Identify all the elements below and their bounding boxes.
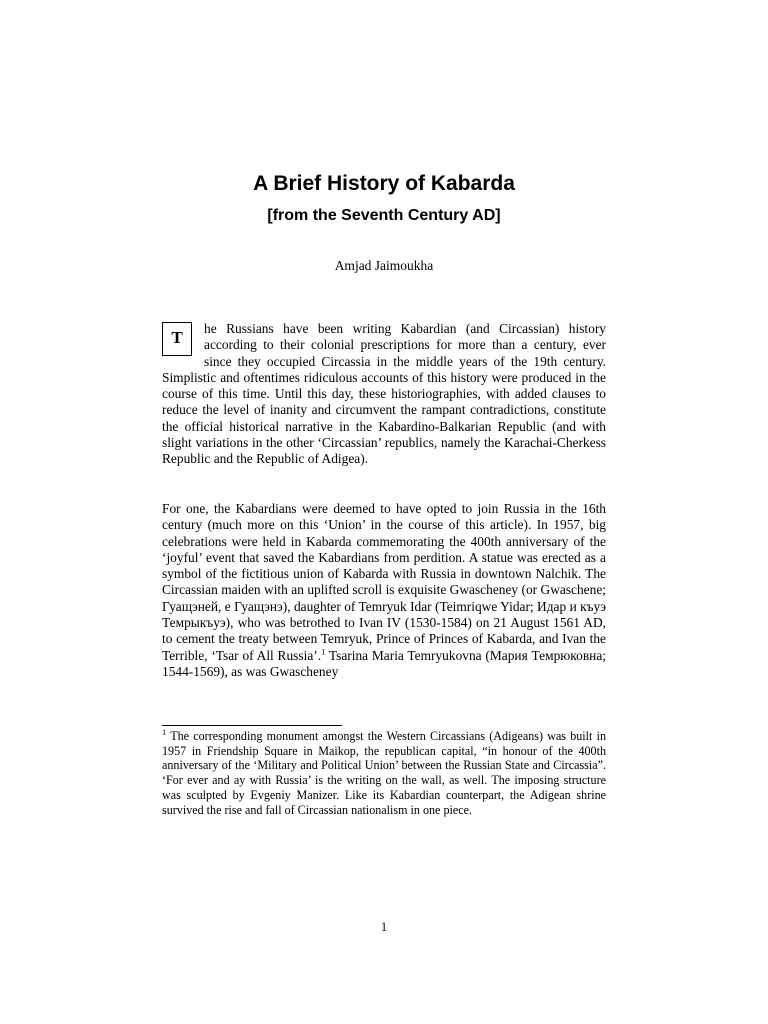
footnote-reference: 1	[321, 646, 326, 657]
document-title: A Brief History of Kabarda	[253, 172, 515, 195]
paragraph-2-text-b: Tsarina Maria Temryukovna (Мария Темрюковна; 1544-1569), as was Gwascheney	[162, 647, 606, 679]
paragraph-1	[162, 321, 606, 468]
paragraph-2-text-a: For one, the Kabardians were deemed to have opted to join Russia in the 16th century (much more on this ‘Union’ in the course of this article). In 1957, big celebrations were held in Kabarda commemorating the 400th anniversary of the ‘joyful’ event that saved the Kabardians from perdition. A statue was erected as a symbol of the fictitious union of Kabarda with Russia in downtown Nalchik. The Circassian maiden with an uplifted scroll is exquisite Gwascheney (or Gwaschene; Гуащэней, е Гуащэнэ), daughter of Temryuk Idar (Teimriqwe Yidar; Идар и къуэ Темрыкъуэ), who was betrothed to Ivan IV (1530-1584) on 21 August 1561 AD, to cement the treaty between Temryuk, Prince of Princes of Kabarda, and Ivan the Terrible, ‘Tsar of All Russia’.	[162, 501, 606, 663]
paragraph-2	[162, 501, 606, 680]
author-name: Amjad Jaimoukha	[334, 258, 434, 273]
footnote	[162, 726, 606, 817]
page-number: 1	[380, 920, 388, 934]
footnote-separator	[162, 725, 342, 726]
drop-cap: T	[162, 322, 192, 356]
paragraph-1-text: he Russians have been writing Kabardian (and Circassian) history according to their colonial prescriptions for more than a century, ever since they occupied Circassia in the middle years of the 19th century. Simplistic and oftentimes ridiculous accounts of this history were produced in the course of this time. Until this day, these historiographies, with added clauses to reduce the level of inanity and circumvent the rampant contradictions, constitute the official historical narrative in the Kabardino-Balkarian Republic (and with slight variations in the other ‘Circassian’ republics, namely the Karachai-Cherkess Republic and the Republic of Adigea).	[162, 321, 606, 467]
document-subtitle: [from the Seventh Century AD]	[267, 207, 501, 224]
footnote-text: The corresponding monument amongst the Western Circassians (Adigeans) was built in 1957 in Friendship Square in Maikop, the republican capital, “in honour of the 400th anniversary of the ‘Military and Political Union’ between the Russian State and Circassia”. ‘For ever and ay with Russia’ is the writing on the wall, as well. The imposing structure was sculpted by Evgeniy Manizer. Like its Kabardian counterpart, the Adigean shrine survived the rise and fall of Circassian nationalism in one piece.	[162, 729, 606, 817]
footnote-mark: 1	[162, 726, 167, 737]
